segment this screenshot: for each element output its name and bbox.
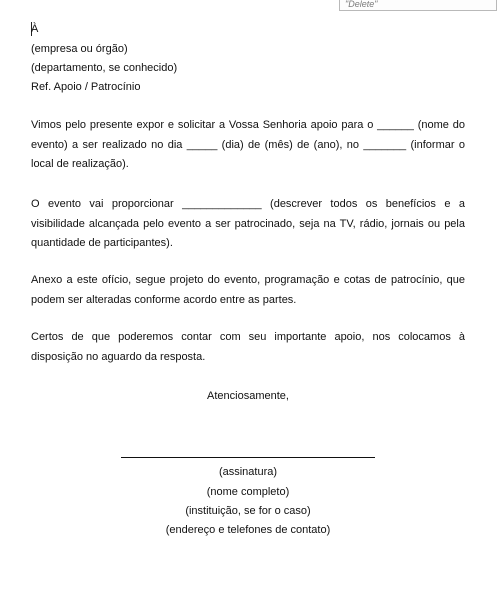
paragraph-benefits: O evento vai proporcionar _____________ (descrever todos os benefícios e a visibilidade alcançada pelo evento a ser patrocinado, seja na TV, rádio, jornais ou pela quantidade de participantes). [31,198,465,249]
signature-label: (assinatura) [218,466,278,478]
closing-salutation: Atenciosamente, [207,390,289,402]
full-name-label: (nome completo) [206,486,290,498]
institution-label: (instituição, se for o caso) [185,505,311,517]
delete-button[interactable]: "Delete" [339,0,497,11]
reference-line: Ref. Apoio / Patrocínio [31,81,141,93]
paragraph-attachment: Anexo a este ofício, segue projeto do evento, programação e cotas de patrocínio, que podem ser alteradas conforme acordo entre as partes. [31,274,465,306]
recipient-department: (departamento, se conhecido) [31,62,178,74]
contact-label: (endereço e telefones de contato) [165,524,331,536]
recipient-company: (empresa ou órgão) [31,43,128,55]
paragraph-closing-remark: Certos de que poderemos contar com seu importante apoio, nos colocamos à disposição no aguardo da resposta. [31,331,465,363]
signature-line [121,457,375,458]
salutation: À [31,23,39,35]
paragraph-request: Vimos pelo presente expor e solicitar a Vossa Senhoria apoio para o ______ (nome do evento) a ser realizado no dia _____ (dia) de (mês) de (ano), no _______ (informar o local de realização). [31,119,465,170]
